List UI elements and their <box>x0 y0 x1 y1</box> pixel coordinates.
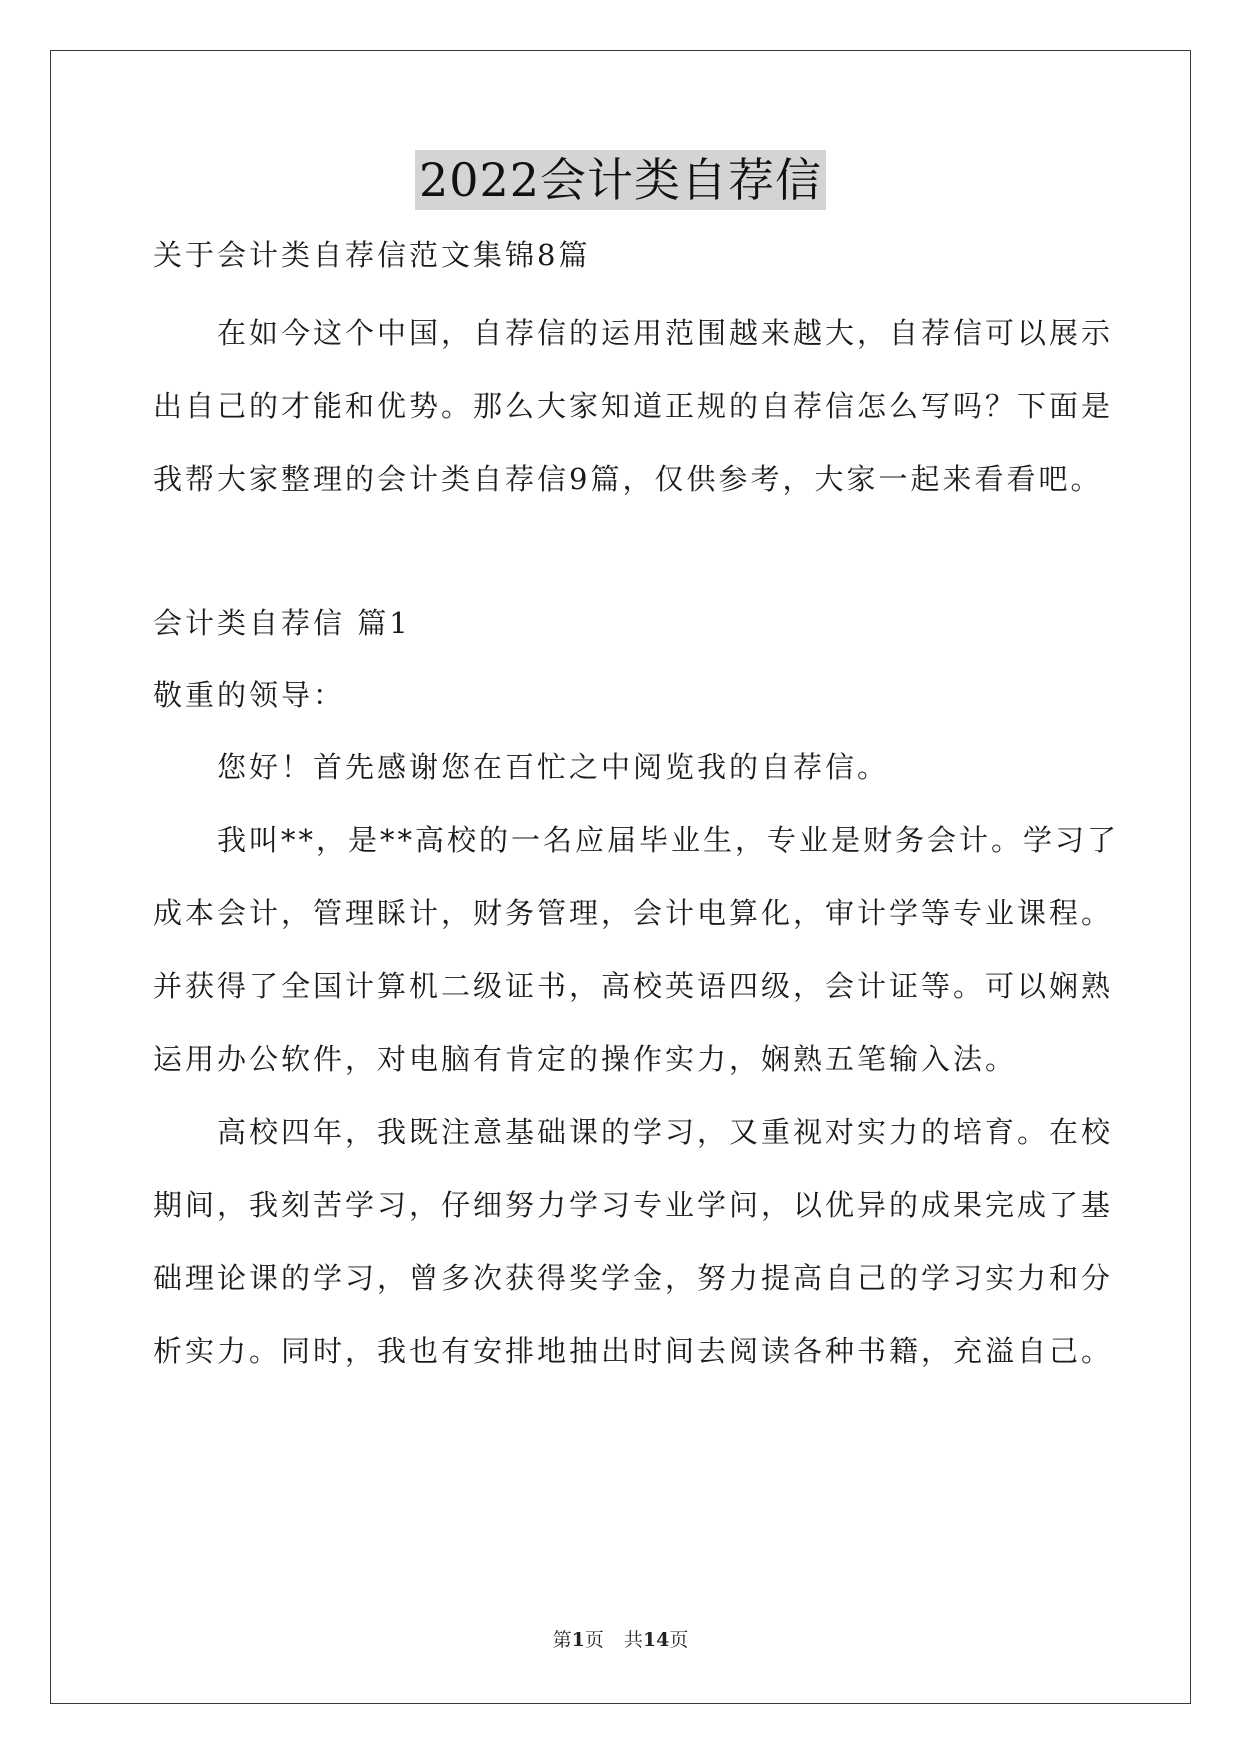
paragraph-line: 础理论课的学习，曾多次获得奖学金，努力提高自己的学习实力和分 <box>153 1261 1114 1295</box>
paragraph-line: 成本会计，管理睬计，财务管理，会计电算化，审计学等专业课程。 <box>153 896 1114 930</box>
document-subtitle: 关于会计类自荐信范文集锦8篇 <box>153 238 591 272</box>
page-border <box>50 50 1191 1704</box>
intro-line: 我帮大家整理的会计类自荐信9篇，仅供参考，大家一起来看看吧。 <box>153 462 1103 496</box>
paragraph-line: 期间，我刻苦学习，仔细努力学习专业学问，以优异的成果完成了基 <box>153 1188 1114 1222</box>
page-prefix: 第 <box>552 1629 572 1651</box>
intro-line: 在如今这个中国，自荐信的运用范围越来越大，自荐信可以展示 <box>217 316 1114 350</box>
paragraph-line: 析实力。同时，我也有安排地抽出时间去阅读各种书籍，充溢自己。 <box>153 1334 1114 1368</box>
salutation: 敬重的领导： <box>153 678 346 712</box>
paragraph-line: 并获得了全国计算机二级证书，高校英语四级，会计证等。可以娴熟 <box>153 969 1114 1003</box>
paragraph-line: 运用办公软件，对电脑有肯定的操作实力，娴熟五笔输入法。 <box>153 1042 1018 1076</box>
page-number: 1 <box>571 1629 585 1651</box>
document-title: 2022会计类自荐信 <box>415 150 826 210</box>
page-footer <box>0 1628 1241 1652</box>
greeting-line: 您好！首先感谢您在百忙之中阅览我的自荐信。 <box>217 750 890 784</box>
total-prefix: 共 <box>623 1629 643 1651</box>
total-pages: 14 <box>642 1629 670 1651</box>
intro-line: 出自己的才能和优势。那么大家知道正规的自荐信怎么写吗？下面是 <box>153 389 1114 423</box>
paragraph-line: 我叫**，是**高校的一名应届毕业生，专业是财务会计。学习了 <box>217 823 1120 857</box>
total-suffix: 页 <box>669 1629 689 1651</box>
section-heading: 会计类自荐信 篇1 <box>153 606 411 640</box>
page-suffix: 页 <box>584 1629 604 1651</box>
paragraph-line: 高校四年，我既注意基础课的学习，又重视对实力的培育。在校 <box>217 1115 1114 1149</box>
title-container <box>0 150 1241 210</box>
